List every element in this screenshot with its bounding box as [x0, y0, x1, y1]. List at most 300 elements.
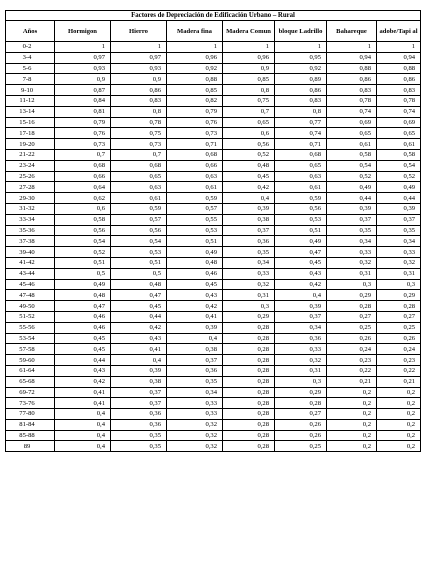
factor-cell: 0,2	[327, 419, 377, 430]
factor-cell: 0,48	[167, 257, 223, 268]
factor-cell: 0,64	[55, 182, 111, 193]
factor-cell: 0,45	[275, 257, 327, 268]
factor-cell: 0,29	[327, 290, 377, 301]
factor-cell: 0,51	[167, 236, 223, 247]
table-row	[6, 74, 421, 85]
age-range-cell: 37-38	[6, 236, 55, 247]
factor-cell: 0,28	[223, 398, 275, 409]
factor-cell: 0,69	[327, 117, 377, 128]
factor-cell: 0,47	[111, 290, 167, 301]
factor-cell: 0,63	[111, 182, 167, 193]
age-range-cell: 39-40	[6, 247, 55, 258]
factor-cell: 0,36	[167, 365, 223, 376]
factor-cell: 0,76	[55, 128, 111, 139]
factor-cell: 0,31	[377, 268, 421, 279]
factor-cell: 0,37	[111, 387, 167, 398]
factor-cell: 0,68	[167, 149, 223, 160]
factor-cell: 0,96	[167, 52, 223, 63]
table-row	[6, 398, 421, 409]
factor-cell: 0,42	[111, 322, 167, 333]
factor-cell: 0,58	[327, 149, 377, 160]
factor-cell: 0,37	[223, 225, 275, 236]
factor-cell: 1	[167, 42, 223, 53]
factor-cell: 0,4	[55, 409, 111, 420]
factor-cell: 0,71	[167, 139, 223, 150]
factor-cell: 0,28	[223, 376, 275, 387]
column-header: Hierro	[111, 21, 167, 42]
table-row	[6, 117, 421, 128]
factor-cell: 0,71	[275, 139, 327, 150]
factor-cell: 0,28	[223, 365, 275, 376]
factor-cell: 0,73	[167, 128, 223, 139]
factor-cell: 0,2	[327, 409, 377, 420]
factor-cell: 0,29	[223, 311, 275, 322]
factor-cell: 0,74	[377, 106, 421, 117]
age-range-cell: 47-48	[6, 290, 55, 301]
factor-cell: 0,46	[167, 268, 223, 279]
table-row	[6, 42, 421, 53]
factor-cell: 0,74	[327, 106, 377, 117]
table-row	[6, 387, 421, 398]
table-row	[6, 441, 421, 452]
factor-cell: 0,65	[223, 117, 275, 128]
factor-cell: 0,97	[111, 52, 167, 63]
age-range-cell: 21-22	[6, 149, 55, 160]
factor-cell: 0,85	[223, 74, 275, 85]
factor-cell: 0,74	[275, 128, 327, 139]
factor-cell: 0,2	[377, 419, 421, 430]
factor-cell: 0,33	[275, 344, 327, 355]
factor-cell: 0,75	[111, 128, 167, 139]
age-range-cell: 13-14	[6, 106, 55, 117]
table-row	[6, 236, 421, 247]
factor-cell: 0,4	[55, 441, 111, 452]
column-header: Bahareque	[327, 21, 377, 42]
factor-cell: 0,44	[377, 193, 421, 204]
factor-cell: 0,57	[111, 214, 167, 225]
factor-cell: 0,65	[275, 160, 327, 171]
age-range-cell: 45-46	[6, 279, 55, 290]
factor-cell: 0,34	[275, 322, 327, 333]
age-range-cell: 57-58	[6, 344, 55, 355]
factor-cell: 0,45	[223, 171, 275, 182]
factor-cell: 0,37	[111, 398, 167, 409]
factor-cell: 0,27	[327, 311, 377, 322]
factor-cell: 0,54	[377, 160, 421, 171]
factor-cell: 0,32	[275, 355, 327, 366]
factor-cell: 0,41	[111, 344, 167, 355]
column-header: Madera Comun	[223, 21, 275, 42]
factor-cell: 0,94	[327, 52, 377, 63]
factor-cell: 0,83	[377, 85, 421, 96]
factor-cell: 0,35	[111, 441, 167, 452]
factor-cell: 0,33	[167, 409, 223, 420]
factor-cell: 0,43	[167, 290, 223, 301]
factor-cell: 0,8	[111, 106, 167, 117]
factor-cell: 0,9	[223, 63, 275, 74]
table-row	[6, 95, 421, 106]
factor-cell: 1	[327, 42, 377, 53]
factor-cell: 0,88	[377, 63, 421, 74]
factor-cell: 0,28	[223, 355, 275, 366]
factor-cell: 0,2	[377, 441, 421, 452]
depreciation-table-container	[5, 10, 421, 452]
factor-cell: 0,4	[55, 419, 111, 430]
table-row	[6, 419, 421, 430]
factor-cell: 0,97	[55, 52, 111, 63]
age-range-cell: 81-84	[6, 419, 55, 430]
factor-cell: 0,59	[275, 193, 327, 204]
factor-cell: 0,43	[275, 268, 327, 279]
factor-cell: 0,43	[111, 333, 167, 344]
factor-cell: 0,23	[327, 355, 377, 366]
age-range-cell: 55-56	[6, 322, 55, 333]
factor-cell: 0,27	[275, 409, 327, 420]
factor-cell: 0,68	[55, 160, 111, 171]
age-range-cell: 89	[6, 441, 55, 452]
factor-cell: 0,35	[327, 225, 377, 236]
factor-cell: 0,37	[167, 355, 223, 366]
factor-cell: 0,31	[223, 290, 275, 301]
factor-cell: 0,42	[167, 301, 223, 312]
factor-cell: 0,58	[55, 214, 111, 225]
factor-cell: 0,73	[55, 139, 111, 150]
factor-cell: 0,5	[111, 268, 167, 279]
factor-cell: 0,36	[111, 409, 167, 420]
factor-cell: 0,85	[167, 85, 223, 96]
factor-cell: 0,26	[327, 333, 377, 344]
table-body	[6, 42, 421, 452]
column-header: Madera fina	[167, 21, 223, 42]
factor-cell: 0,34	[167, 387, 223, 398]
factor-cell: 0,28	[223, 430, 275, 441]
factor-cell: 0,48	[111, 279, 167, 290]
factor-cell: 0,65	[327, 128, 377, 139]
table-row	[6, 106, 421, 117]
factor-cell: 0,78	[111, 117, 167, 128]
factor-cell: 0,2	[377, 387, 421, 398]
factor-cell: 0,35	[111, 430, 167, 441]
factor-cell: 0,3	[275, 376, 327, 387]
factor-cell: 0,53	[111, 247, 167, 258]
age-range-cell: 19-20	[6, 139, 55, 150]
factor-cell: 0,22	[327, 365, 377, 376]
factor-cell: 0,52	[377, 171, 421, 182]
age-range-cell: 53-54	[6, 333, 55, 344]
age-range-cell: 0-2	[6, 42, 55, 53]
column-header: Hormigon	[55, 21, 111, 42]
table-row	[6, 171, 421, 182]
age-range-cell: 31-32	[6, 203, 55, 214]
table-row	[6, 376, 421, 387]
factor-cell: 0,23	[377, 355, 421, 366]
factor-cell: 0,27	[377, 311, 421, 322]
factor-cell: 0,94	[377, 52, 421, 63]
factor-cell: 0,4	[55, 430, 111, 441]
factor-cell: 0,28	[223, 387, 275, 398]
factor-cell: 0,79	[55, 117, 111, 128]
table-row	[6, 193, 421, 204]
factor-cell: 0,38	[111, 376, 167, 387]
factor-cell: 1	[111, 42, 167, 53]
factor-cell: 0,2	[327, 441, 377, 452]
factor-cell: 0,83	[275, 95, 327, 106]
column-header: bloque Ladrillo	[275, 21, 327, 42]
age-range-cell: 7-8	[6, 74, 55, 85]
factor-cell: 0,32	[377, 257, 421, 268]
factor-cell: 0,32	[167, 441, 223, 452]
factor-cell: 0,68	[275, 149, 327, 160]
factor-cell: 0,77	[275, 117, 327, 128]
factor-cell: 0,51	[111, 257, 167, 268]
age-range-cell: 35-36	[6, 225, 55, 236]
factor-cell: 0,52	[223, 149, 275, 160]
factor-cell: 0,84	[55, 95, 111, 106]
age-range-cell: 17-18	[6, 128, 55, 139]
factor-cell: 0,61	[377, 139, 421, 150]
factor-cell: 0,56	[111, 225, 167, 236]
factor-cell: 0,53	[167, 225, 223, 236]
factor-cell: 0,49	[377, 182, 421, 193]
table-row	[6, 279, 421, 290]
factor-cell: 0,6	[55, 203, 111, 214]
factor-cell: 0,95	[275, 52, 327, 63]
factor-cell: 0,73	[111, 139, 167, 150]
table-row	[6, 52, 421, 63]
factor-cell: 0,48	[55, 290, 111, 301]
table-row	[6, 128, 421, 139]
table-row	[6, 268, 421, 279]
factor-cell: 0,39	[111, 365, 167, 376]
factor-cell: 0,22	[377, 365, 421, 376]
factor-cell: 0,36	[223, 236, 275, 247]
table-row	[6, 333, 421, 344]
factor-cell: 0,37	[327, 214, 377, 225]
age-range-cell: 33-34	[6, 214, 55, 225]
age-range-cell: 25-26	[6, 171, 55, 182]
factor-cell: 1	[55, 42, 111, 53]
factor-cell: 0,25	[377, 322, 421, 333]
factor-cell: 1	[223, 42, 275, 53]
factor-cell: 0,7	[111, 149, 167, 160]
factor-cell: 0,38	[167, 344, 223, 355]
factor-cell: 0,42	[55, 376, 111, 387]
factor-cell: 0,41	[55, 387, 111, 398]
factor-cell: 0,36	[111, 419, 167, 430]
factor-cell: 0,44	[55, 355, 111, 366]
table-row	[6, 290, 421, 301]
factor-cell: 0,76	[167, 117, 223, 128]
table-title: Factores de Depreciación de Edificación Urbano – Rural	[6, 11, 421, 21]
factor-cell: 0,37	[377, 214, 421, 225]
factor-cell: 0,39	[167, 322, 223, 333]
factor-cell: 0,35	[223, 247, 275, 258]
factor-cell: 0,42	[223, 182, 275, 193]
table-row	[6, 203, 421, 214]
factor-cell: 0,59	[167, 193, 223, 204]
factor-cell: 0,26	[377, 333, 421, 344]
age-range-cell: 49-50	[6, 301, 55, 312]
factor-cell: 0,89	[275, 74, 327, 85]
factor-cell: 0,56	[55, 225, 111, 236]
factor-cell: 0,45	[55, 344, 111, 355]
factor-cell: 0,28	[327, 301, 377, 312]
factor-cell: 0,4	[167, 333, 223, 344]
age-range-cell: 3-4	[6, 52, 55, 63]
factor-cell: 0,45	[55, 333, 111, 344]
table-row	[6, 311, 421, 322]
factor-cell: 0,24	[327, 344, 377, 355]
age-range-cell: 9-10	[6, 85, 55, 96]
factor-cell: 0,56	[275, 203, 327, 214]
factor-cell: 0,24	[377, 344, 421, 355]
factor-cell: 0,66	[167, 160, 223, 171]
factor-cell: 0,54	[111, 236, 167, 247]
factor-cell: 0,33	[167, 398, 223, 409]
factor-cell: 0,35	[377, 225, 421, 236]
factor-cell: 0,2	[327, 387, 377, 398]
factor-cell: 0,28	[223, 441, 275, 452]
factor-cell: 0,46	[55, 311, 111, 322]
factor-cell: 0,57	[167, 203, 223, 214]
table-row	[6, 430, 421, 441]
factor-cell: 0,39	[377, 203, 421, 214]
column-header: Años	[6, 21, 55, 42]
age-range-cell: 27-28	[6, 182, 55, 193]
age-range-cell: 5-6	[6, 63, 55, 74]
factor-cell: 0,31	[327, 268, 377, 279]
factor-cell: 0,37	[275, 311, 327, 322]
age-range-cell: 65-68	[6, 376, 55, 387]
factor-cell: 0,68	[111, 160, 167, 171]
factor-cell: 0,44	[111, 311, 167, 322]
factor-cell: 0,38	[223, 214, 275, 225]
table-row	[6, 409, 421, 420]
factor-cell: 0,54	[327, 160, 377, 171]
factor-cell: 0,47	[55, 301, 111, 312]
age-range-cell: 41-42	[6, 257, 55, 268]
factor-cell: 0,49	[55, 279, 111, 290]
factor-cell: 0,46	[55, 322, 111, 333]
factor-cell: 0,58	[377, 149, 421, 160]
factor-cell: 1	[275, 42, 327, 53]
table-row	[6, 322, 421, 333]
table-row	[6, 214, 421, 225]
age-range-cell: 29-30	[6, 193, 55, 204]
factor-cell: 0,2	[377, 430, 421, 441]
factor-cell: 0,51	[275, 225, 327, 236]
factor-cell: 0,83	[327, 85, 377, 96]
factor-cell: 0,28	[377, 301, 421, 312]
factor-cell: 0,41	[167, 311, 223, 322]
factor-cell: 0,8	[275, 106, 327, 117]
factor-cell: 0,9	[55, 74, 111, 85]
factor-cell: 0,34	[223, 257, 275, 268]
factor-cell: 0,7	[223, 106, 275, 117]
factor-cell: 0,62	[55, 193, 111, 204]
factor-cell: 0,32	[167, 430, 223, 441]
factor-cell: 0,52	[55, 247, 111, 258]
age-range-cell: 85-88	[6, 430, 55, 441]
factor-cell: 0,21	[377, 376, 421, 387]
factor-cell: 0,2	[377, 398, 421, 409]
factor-cell: 0,43	[55, 365, 111, 376]
factor-cell: 0,65	[111, 171, 167, 182]
age-range-cell: 77-80	[6, 409, 55, 420]
factor-cell: 0,59	[111, 203, 167, 214]
table-row	[6, 63, 421, 74]
factor-cell: 0,32	[327, 257, 377, 268]
factor-cell: 0,26	[275, 430, 327, 441]
factor-cell: 0,28	[223, 409, 275, 420]
factor-cell: 0,86	[327, 74, 377, 85]
factor-cell: 0,39	[275, 301, 327, 312]
factor-cell: 0,4	[111, 355, 167, 366]
factor-cell: 0,29	[377, 290, 421, 301]
factor-cell: 0,7	[55, 149, 111, 160]
factor-cell: 0,61	[275, 182, 327, 193]
factor-cell: 0,2	[327, 430, 377, 441]
factor-cell: 0,33	[377, 247, 421, 258]
factor-cell: 0,34	[377, 236, 421, 247]
factor-cell: 0,6	[223, 128, 275, 139]
factor-cell: 0,52	[327, 171, 377, 182]
table-row	[6, 365, 421, 376]
factor-cell: 0,86	[377, 74, 421, 85]
factor-cell: 0,44	[327, 193, 377, 204]
factor-cell: 0,55	[167, 214, 223, 225]
age-range-cell: 73-76	[6, 398, 55, 409]
table-row	[6, 257, 421, 268]
factor-cell: 0,45	[167, 279, 223, 290]
factor-cell: 0,33	[223, 268, 275, 279]
table-row	[6, 182, 421, 193]
factor-cell: 0,35	[167, 376, 223, 387]
column-header: adobe/Tapi al	[377, 21, 421, 42]
factor-cell: 0,42	[275, 279, 327, 290]
factor-cell: 0,83	[111, 95, 167, 106]
factor-cell: 0,33	[327, 247, 377, 258]
table-row	[6, 355, 421, 366]
factor-cell: 0,92	[167, 63, 223, 74]
factor-cell: 0,56	[223, 139, 275, 150]
factor-cell: 0,39	[327, 203, 377, 214]
factor-cell: 0,3	[327, 279, 377, 290]
factor-cell: 0,53	[275, 214, 327, 225]
factor-cell: 0,3	[223, 301, 275, 312]
factor-cell: 0,25	[327, 322, 377, 333]
factor-cell: 0,28	[223, 419, 275, 430]
age-range-cell: 61-64	[6, 365, 55, 376]
age-range-cell: 69-72	[6, 387, 55, 398]
factor-cell: 0,66	[55, 171, 111, 182]
factor-cell: 0,49	[327, 182, 377, 193]
factor-cell: 0,5	[55, 268, 111, 279]
factor-cell: 0,8	[223, 85, 275, 96]
age-range-cell: 11-12	[6, 95, 55, 106]
factor-cell: 0,9	[111, 74, 167, 85]
factor-cell: 0,3	[377, 279, 421, 290]
factor-cell: 0,39	[223, 203, 275, 214]
factor-cell: 0,92	[275, 63, 327, 74]
factor-cell: 0,21	[327, 376, 377, 387]
factor-cell: 0,63	[167, 171, 223, 182]
age-range-cell: 59-60	[6, 355, 55, 366]
age-range-cell: 15-16	[6, 117, 55, 128]
factor-cell: 0,82	[167, 95, 223, 106]
table-header-row	[6, 21, 421, 42]
table-title-row	[6, 11, 421, 21]
